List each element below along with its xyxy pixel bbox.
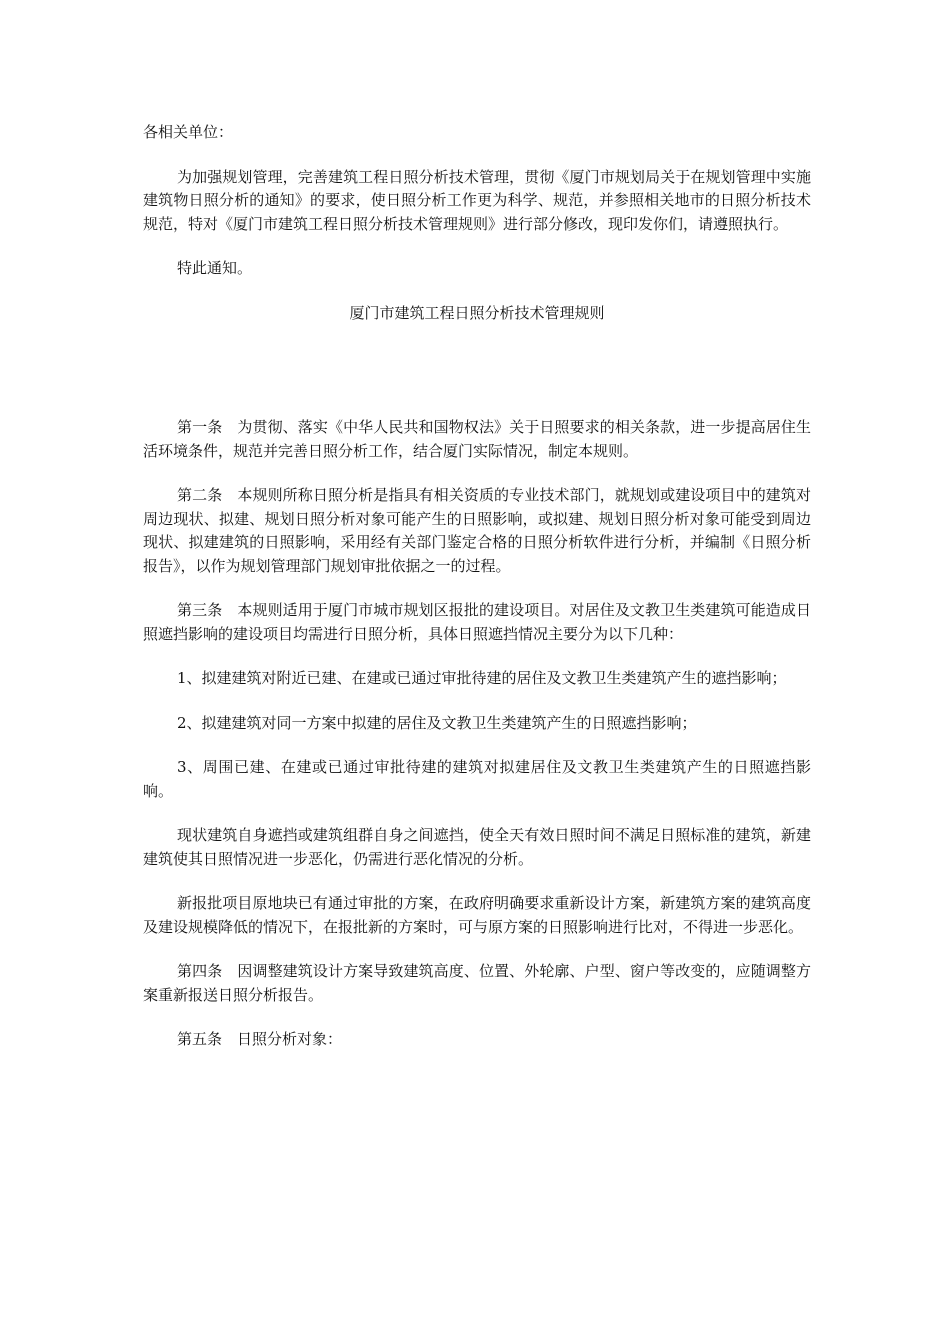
- document-title: 厦门市建筑工程日照分析技术管理规则: [349, 303, 605, 322]
- article-4: 第四条 因调整建筑设计方案导致建筑高度、位置、外轮廓、户型、窗户等改变的，应随调整方案重新报送日照分析报告。: [143, 962, 811, 1004]
- salutation: 各相关单位：: [143, 123, 234, 141]
- document-body: [143, 121, 811, 1073]
- article-3-note-2: 新报批项目原地块已有通过审批的方案，在政府明确要求重新设计方案，新建筑方案的建筑高度及建设规模降低的情况下，在报批新的方案时，可与原方案的日照影响进行比对，不得进一步恶化。: [143, 894, 811, 936]
- article-3-note-1: 现状建筑自身遮挡或建筑组群自身之间遮挡，使全天有效日照时间不满足日照标准的建筑，新建建筑使其日照情况进一步恶化，仍需进行恶化情况的分析。: [143, 826, 811, 868]
- article-3-item-2: 2、拟建建筑对同一方案中拟建的居住及文教卫生类建筑产生的日照遮挡影响；: [177, 713, 697, 732]
- article-1: 第一条 为贯彻、落实《中华人民共和国物权法》关于日照要求的相关条款，进一步提高居住生活环境条件，规范并完善日照分析工作，结合厦门实际情况，制定本规则。: [143, 418, 811, 460]
- article-3: 第三条 本规则适用于厦门市城市规划区报批的建设项目。对居住及文教卫生类建筑可能造成日照遮挡影响的建设项目均需进行日照分析，具体日照遮挡情况主要分为以下几种：: [143, 601, 811, 643]
- article-5: 第五条 日照分析对象：: [177, 1030, 343, 1048]
- intro-paragraph: 为加强规划管理，完善建筑工程日照分析技术管理，贯彻《厦门市规划局关于在规划管理中实施建筑物日照分析的通知》的要求，使日照分析工作更为科学、规范，并参照相关地市的日照分析技术规范，特对《厦门市建筑工程日照分析技术管理规则》进行部分修改，现印发你们，请遵照执行。: [143, 167, 811, 233]
- blank-space: [143, 346, 811, 416]
- article-2: 第二条 本规则所称日照分析是指具有相关资质的专业技术部门，就规划或建设项目中的建筑对周边现状、拟建、规划日照分析对象可能产生的日照影响，或拟建、规划日照分析对象可能受到周边现状、拟建建筑的日照影响，采用经有关部门鉴定合格的日照分析软件进行分析，并编制《日照分析报告》，以作为规划管理部门规划审批依据之一的过程。: [143, 486, 811, 575]
- notice-closing: 特此通知。: [177, 259, 253, 277]
- article-3-item-1: 1、拟建建筑对附近已建、在建或已通过审批待建的居住及文教卫生类建筑产生的遮挡影响；: [177, 669, 787, 687]
- article-3-item-3: 3、周围已建、在建或已通过审批待建的建筑对拟建居住及文教卫生类建筑产生的日照遮挡影响。: [143, 758, 811, 800]
